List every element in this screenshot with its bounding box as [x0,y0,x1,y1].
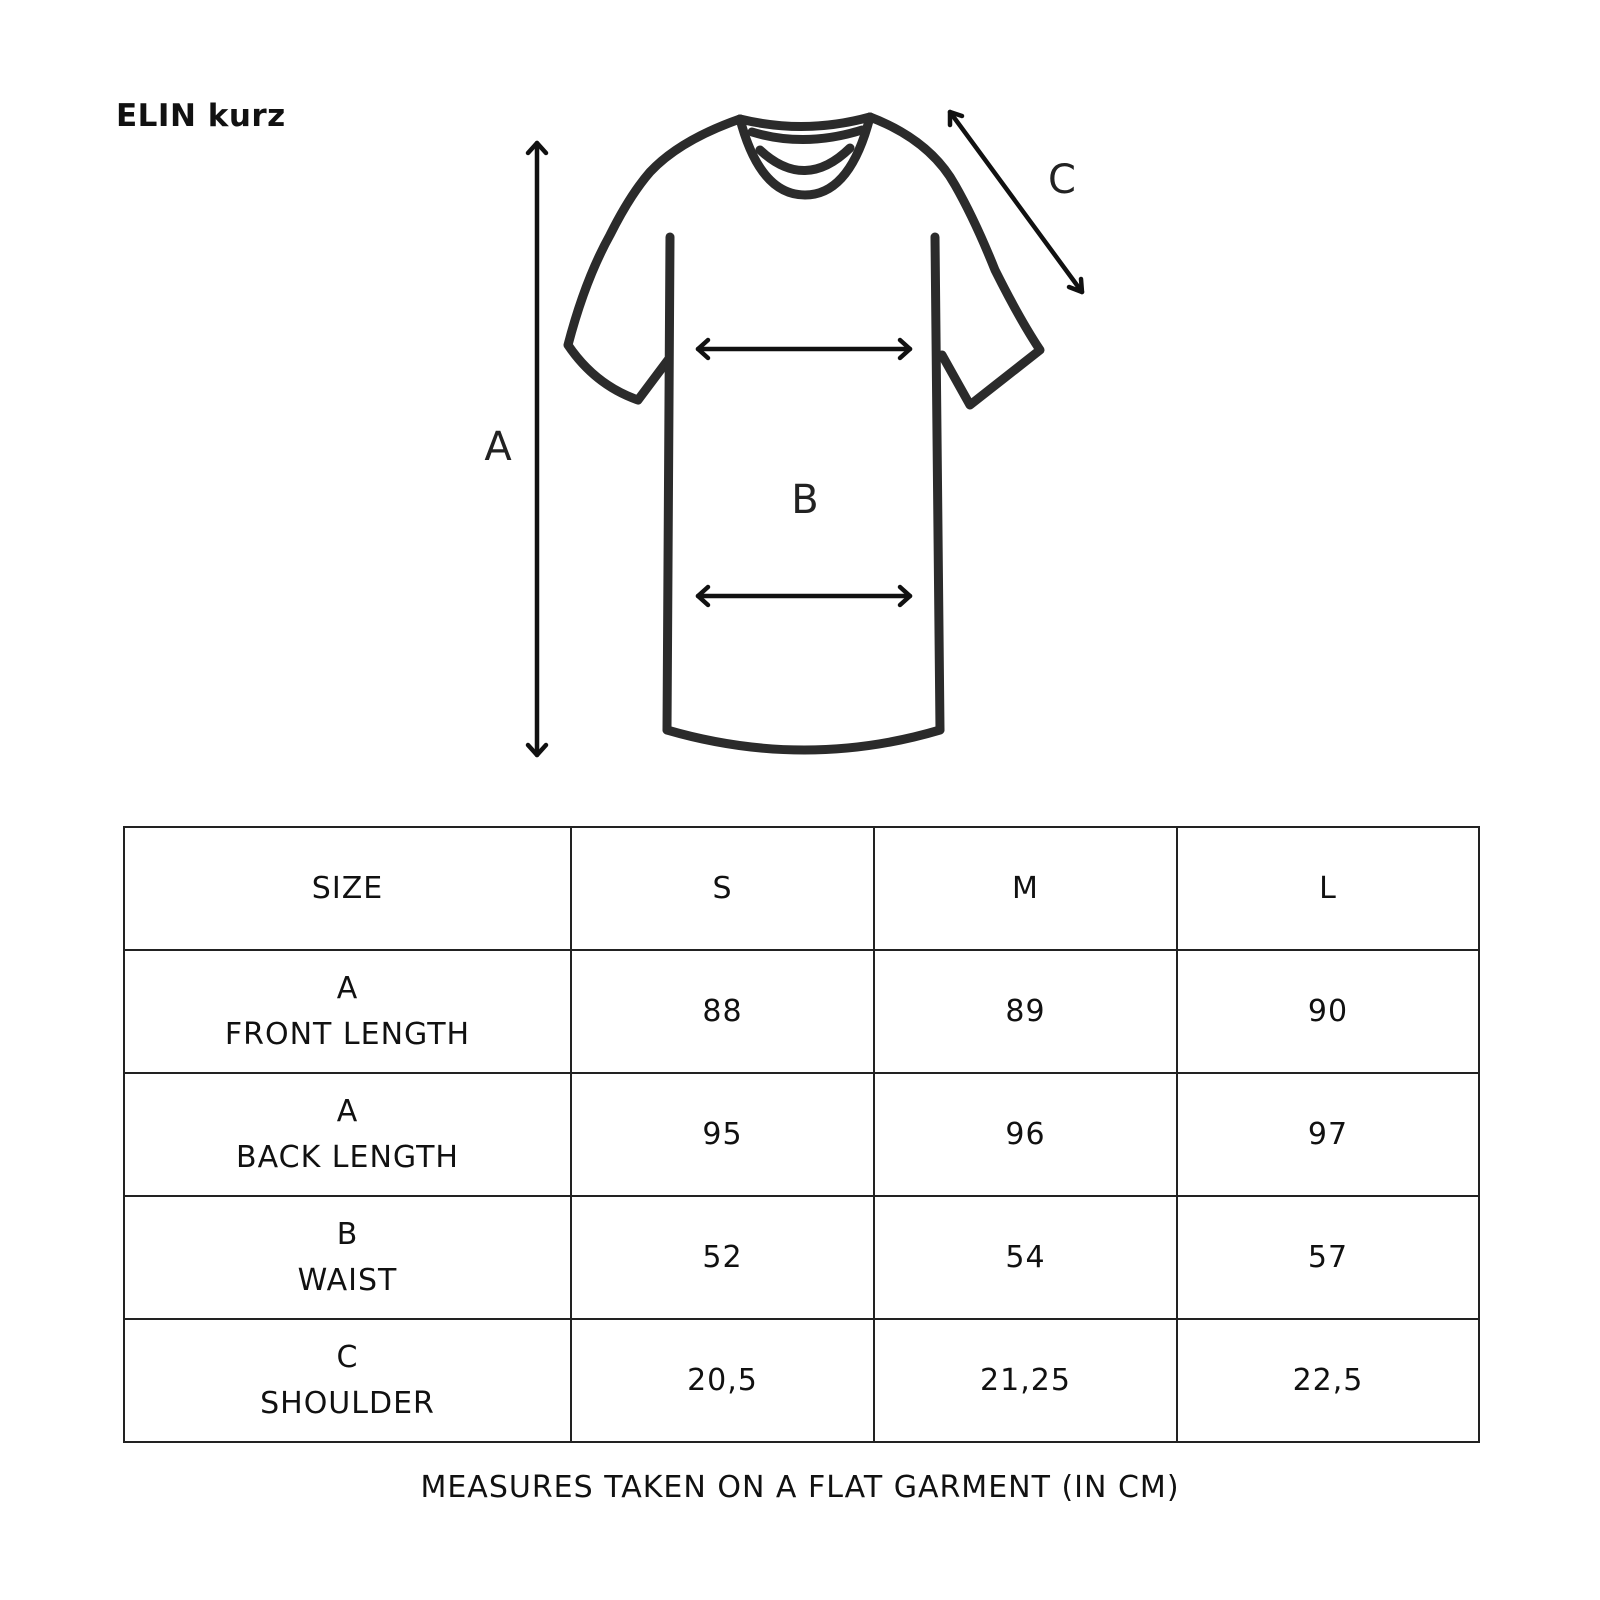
table-cell: 57 [1177,1196,1479,1319]
collar-inner-outline [752,130,862,140]
size-table [123,826,1480,1443]
left-side-outline [667,237,670,730]
row-label-code: A [336,1093,359,1129]
right-sleeve-outline [870,117,1040,405]
collar-top-outline [740,117,870,127]
table-cell: 95 [571,1073,874,1196]
tshirt-outline-icon [568,117,1040,750]
row-label-name: FRONT LENGTH [224,1016,471,1052]
table-row [124,950,1479,1073]
measurement-caption: MEASURES TAKEN ON A FLAT GARMENT (IN CM) [420,1470,1180,1505]
header-size-l: L [1177,827,1479,950]
table-cell: 22,5 [1177,1319,1479,1442]
table-cell: 89 [874,950,1177,1073]
table-row [124,1319,1479,1442]
row-label-code: A [336,970,359,1006]
header-size-m: M [874,827,1177,950]
diagram-label-a: A [484,424,512,470]
table-cell: 21,25 [874,1319,1177,1442]
row-label-name: SHOULDER [260,1385,435,1421]
row-label-code: C [336,1339,359,1375]
table-row [124,1196,1479,1319]
diagram-label-c: C [1048,157,1076,203]
row-label-name: BACK LENGTH [236,1139,459,1175]
row-label [124,1073,571,1196]
table-cell: 54 [874,1196,1177,1319]
header-size-s: S [571,827,874,950]
table-cell: 97 [1177,1073,1479,1196]
table-cell: 88 [571,950,874,1073]
row-label-name: WAIST [297,1262,398,1298]
row-label [124,1196,571,1319]
table-row [124,1073,1479,1196]
arrow-b-bottom-icon [698,587,910,605]
arrow-b-top-icon [698,340,910,358]
row-label-code: B [336,1216,359,1252]
left-sleeve-outline [568,119,740,400]
collar-inner-curve [760,148,850,171]
product-title: ELIN kurz [116,98,286,134]
row-label [124,950,571,1073]
table-cell: 20,5 [571,1319,874,1442]
hem-outline [667,730,940,750]
arrow-a-icon [528,143,546,755]
right-side-outline [935,237,940,730]
row-label [124,1319,571,1442]
table-cell: 90 [1177,950,1479,1073]
table-cell: 52 [571,1196,874,1319]
table-header-row [124,827,1479,950]
diagram-label-b: B [791,477,819,523]
table-cell: 96 [874,1073,1177,1196]
header-size: SIZE [124,827,571,950]
